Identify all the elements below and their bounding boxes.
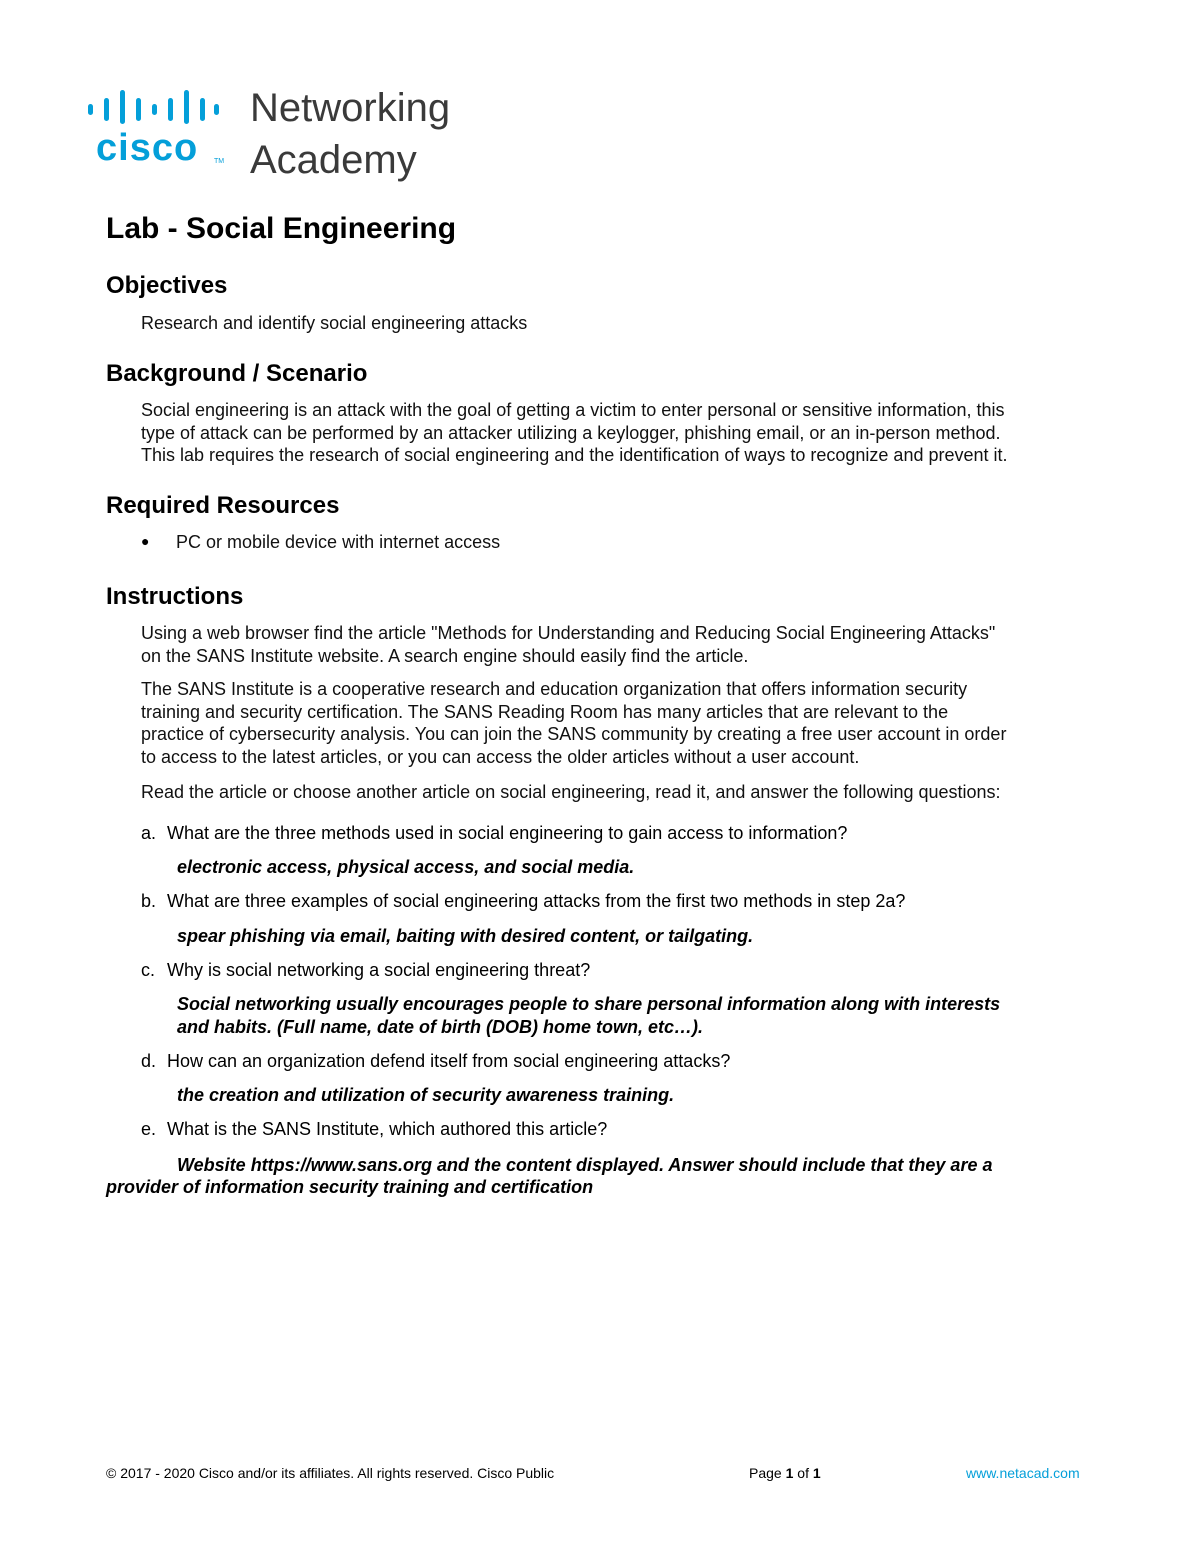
question-label: a. <box>141 823 157 843</box>
bullet-dot-icon: ● <box>141 533 150 549</box>
brand-line-academy: Academy <box>250 138 417 182</box>
resource-item: PC or mobile device with internet access <box>176 532 501 552</box>
footer-netacad-link[interactable]: www.netacad.com <box>966 1465 1080 1481</box>
question-text: What are the three methods used in social engineering to gain access to information? <box>167 823 848 843</box>
resources-heading: Required Resources <box>106 492 340 519</box>
cisco-networking-academy-logo <box>84 84 474 184</box>
text-line: This lab requires the research of social engineering and the identification of ways to recognize and prevent it. <box>141 445 1008 465</box>
text-line: to access to the latest articles, or you can access the older articles without a user account. <box>141 746 860 767</box>
question-label: c. <box>141 960 156 980</box>
background-paragraph <box>141 399 1008 467</box>
text-line: practice of cybersecurity analysis. You can join the SANS community by creating a free user account in order <box>141 724 1007 744</box>
instructions-paragraph-3: Read the article or choose another article on social engineering, read it, and answer the following questions: <box>141 782 1001 802</box>
text-line: type of attack can be performed by an attacker utilizing a keylogger, phishing email, or an in-person method. <box>141 422 1001 443</box>
text-line: The SANS Institute is a cooperative research and education organization that offers information security <box>141 679 968 699</box>
question-text: How can an organization defend itself from social engineering attacks? <box>167 1051 731 1071</box>
instructions-paragraph-2 <box>141 678 1006 768</box>
brand-name <box>250 82 450 186</box>
text-line: training and security certification. The SANS Reading Room has many articles that are relevant to the <box>141 701 949 722</box>
footer-page-number <box>749 1465 821 1481</box>
instructions-paragraph-1 <box>141 622 995 667</box>
brand-line-networking: Networking <box>250 86 451 130</box>
text-line: Social engineering is an attack with the goal of getting a victim to enter personal or sensitive information, this <box>141 400 1005 420</box>
answer-text <box>177 993 1000 1038</box>
background-heading: Background / Scenario <box>106 360 368 387</box>
answer-text: provider of information security training and certification <box>106 1177 594 1197</box>
question-label: e. <box>141 1119 157 1139</box>
question-label: b. <box>141 891 157 911</box>
page-of: of <box>793 1465 813 1481</box>
cisco-bridge-bars-icon <box>84 90 219 124</box>
page-current: 1 <box>785 1465 794 1481</box>
page-title: Lab - Social Engineering <box>106 212 457 245</box>
instructions-heading: Instructions <box>106 583 244 610</box>
answer-text: spear phishing via email, baiting with desired content, or tailgating. <box>177 926 754 946</box>
objectives-heading: Objectives <box>106 272 228 299</box>
answer-text: electronic access, physical access, and social media. <box>177 857 635 877</box>
question-text: What are three examples of social engineering attacks from the first two methods in step 2a? <box>167 891 906 911</box>
text-line: Using a web browser find the article "Methods for Understanding and Reducing Social Engineering Attacks" <box>141 623 996 643</box>
text-line: on the SANS Institute website. A search engine should easily find the article. <box>141 645 749 666</box>
page-prefix: Page <box>749 1465 786 1481</box>
answer-text: Website https://www.sans.org and the content displayed. Answer should include that they are a <box>177 1155 993 1175</box>
text-line: and habits. (Full name, date of birth (DOB) home town, etc…). <box>177 1016 704 1037</box>
footer-copyright: © 2017 - 2020 Cisco and/or its affiliates. All rights reserved. Cisco Public <box>106 1465 555 1481</box>
question-text: Why is social networking a social engineering threat? <box>167 960 591 980</box>
question-text: What is the SANS Institute, which authored this article? <box>167 1119 608 1139</box>
question-label: d. <box>141 1051 157 1071</box>
cisco-wordmark: cisco <box>96 127 199 169</box>
answer-text: the creation and utilization of security awareness training. <box>177 1085 675 1105</box>
objectives-text: Research and identify social engineering attacks <box>141 313 528 333</box>
trademark-symbol: TM <box>214 158 225 165</box>
page-total: 1 <box>812 1465 821 1481</box>
text-line: Social networking usually encourages people to share personal information along with interests <box>177 994 1001 1014</box>
